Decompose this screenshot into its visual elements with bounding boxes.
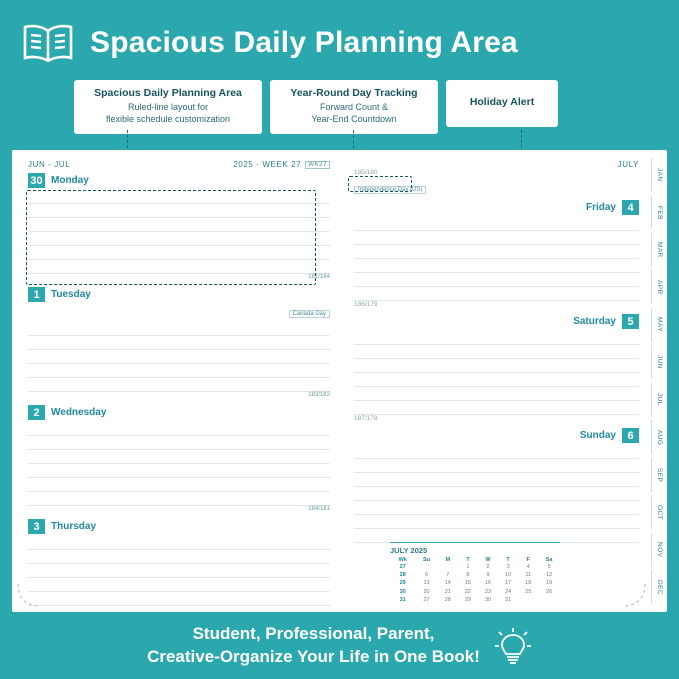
mini-cal-week: 30	[399, 588, 406, 595]
mini-calendar-title: JULY 2025	[390, 545, 428, 555]
mini-cal-week: 27	[399, 563, 406, 570]
callout-row	[74, 80, 604, 134]
mini-cal-header: Sa	[545, 556, 553, 563]
day-count-friday: 185/180	[354, 169, 378, 176]
mini-cal-day: 24	[505, 588, 512, 595]
mini-cal-day: 18	[525, 580, 532, 587]
day-name: Thursday	[51, 521, 97, 532]
day-name: Friday	[585, 202, 616, 213]
month-label: JUN - JUL	[28, 160, 71, 169]
mini-cal-day: 1	[466, 563, 470, 570]
mini-cal-day: 26	[546, 588, 553, 595]
mini-cal-day: 22	[464, 588, 471, 595]
month-label: JULY	[617, 160, 639, 169]
footer-line-2: Creative-Organize Your Life in One Book!	[147, 647, 480, 667]
day-number: 5	[622, 314, 639, 329]
week-label: 2025 - WEEK 27	[233, 160, 302, 169]
day-count-sunday: 187/178	[354, 415, 378, 422]
mini-calendar-row	[390, 588, 560, 596]
callout-subtitle: Ruled-line layout for flexible schedule customization	[105, 102, 231, 124]
mini-cal-day: 20	[423, 588, 430, 595]
planner-left-page	[12, 150, 342, 612]
page-corner-decoration	[621, 582, 647, 608]
mini-cal-day: 2	[486, 563, 490, 570]
ruled-lines-wednesday	[28, 422, 330, 506]
month-tab-jun[interactable]: JUN	[651, 345, 667, 379]
header	[20, 18, 659, 68]
mini-cal-day: 12	[546, 572, 553, 578]
day-name: Monday	[51, 175, 89, 186]
mini-calendar-row	[390, 571, 560, 579]
day-number: 1	[28, 287, 45, 302]
holiday-badge-independence-day: Independence Day (US)	[354, 186, 426, 194]
mini-cal-header: Wk	[398, 556, 407, 563]
callout-subtitle: Forward Count & Year-End Countdown	[311, 102, 397, 124]
day-name: Sunday	[579, 430, 616, 441]
month-tab-feb[interactable]: FEB	[651, 195, 667, 229]
month-tab-nov[interactable]: NOV	[651, 533, 667, 567]
mini-cal-day: 30	[484, 596, 492, 603]
day-number: 3	[28, 519, 45, 534]
holiday-badge-canada-day: Canada Day	[289, 310, 330, 318]
callout-holiday-alert	[446, 80, 558, 127]
page-corner-decoration	[16, 582, 42, 608]
day-row-monday	[28, 173, 330, 188]
week-tab-icon: WK27	[305, 161, 330, 169]
month-tab-oct[interactable]: OCT	[651, 495, 667, 529]
month-tab-jan[interactable]: JAN	[651, 158, 667, 192]
footer-line-1: Student, Professional, Parent,	[192, 624, 435, 644]
month-tab-apr[interactable]: APR	[651, 270, 667, 304]
callout-title: Holiday Alert	[469, 96, 535, 109]
month-tab-aug[interactable]: AUG	[651, 420, 667, 454]
mini-calendar-row	[390, 596, 560, 604]
day-row-sunday	[354, 428, 639, 443]
ruled-lines-tuesday	[28, 322, 330, 392]
mini-cal-day: 15	[464, 580, 471, 587]
callout-spacious-daily-planning	[74, 80, 262, 134]
mini-cal-week: 31	[399, 596, 406, 603]
planner-right-page	[342, 150, 667, 612]
mini-cal-day	[415, 563, 437, 571]
ruled-lines-sunday	[354, 445, 639, 543]
right-page-header	[354, 160, 639, 169]
mini-cal-day: 6	[425, 572, 429, 578]
mini-cal-day: 8	[466, 572, 470, 578]
mini-cal-day: 11	[525, 572, 532, 578]
day-count-thursday: 184/181	[308, 506, 330, 512]
footer-tagline	[147, 623, 480, 669]
day-row-wednesday	[28, 405, 330, 420]
month-tab-dec[interactable]: DEC	[651, 570, 667, 604]
day-number: 4	[622, 200, 639, 215]
mini-cal-day: 27	[423, 596, 430, 603]
ruled-lines-monday	[28, 190, 330, 274]
mini-cal-day: 9	[486, 572, 490, 578]
day-row-thursday	[28, 519, 330, 534]
mini-cal-day: 31	[505, 596, 512, 603]
month-tab-sep[interactable]: SEP	[651, 458, 667, 492]
mini-cal-week: 28	[399, 572, 406, 578]
mini-cal-week: 29	[399, 580, 406, 587]
month-index-tabs	[651, 158, 667, 604]
day-name: Wednesday	[51, 407, 107, 418]
day-number: 6	[622, 428, 639, 443]
mini-cal-day: 25	[525, 588, 532, 595]
mini-cal-day: 29	[464, 596, 471, 603]
callout-title: Year-Round Day Tracking	[290, 87, 418, 99]
mini-cal-day: 28	[444, 596, 451, 603]
mini-cal-day: 23	[484, 588, 492, 595]
footer	[0, 623, 679, 669]
mini-cal-day: 3	[506, 563, 510, 570]
mini-cal-day: 13	[423, 580, 430, 587]
mini-cal-day: 14	[444, 580, 451, 587]
mini-cal-day: 19	[546, 580, 553, 587]
mini-cal-header: Su	[423, 556, 431, 563]
mini-cal-day: 17	[505, 580, 512, 587]
ruled-lines-friday	[354, 217, 639, 301]
mini-cal-header: M	[445, 556, 451, 563]
ruled-lines-thursday	[28, 536, 330, 606]
day-name: Saturday	[573, 316, 616, 327]
month-tab-may[interactable]: MAY	[651, 308, 667, 342]
mini-calendar-row	[390, 563, 560, 571]
day-count-tuesday: 183/182	[308, 392, 330, 398]
ruled-lines-saturday	[354, 331, 639, 415]
mini-cal-day	[518, 596, 538, 604]
mini-cal-day: 21	[444, 588, 451, 595]
mini-cal-day: 5	[547, 563, 551, 570]
mini-calendar-table	[390, 557, 560, 604]
mini-cal-header: W	[485, 556, 491, 563]
left-page-header	[28, 160, 330, 169]
mini-calendar-row	[390, 579, 560, 587]
planner-spread	[12, 150, 667, 612]
mini-cal-day	[438, 563, 458, 571]
callout-title: Spacious Daily Planning Area	[94, 87, 242, 99]
day-row-tuesday	[28, 287, 330, 302]
day-count-monday: 181/184	[308, 274, 330, 280]
mini-calendar	[390, 542, 560, 604]
mini-cal-day	[538, 596, 560, 604]
open-book-icon	[20, 21, 76, 65]
mini-cal-header: T	[506, 556, 510, 563]
day-row-friday	[354, 200, 639, 215]
mini-cal-day: 4	[526, 563, 530, 570]
page-title: Spacious Daily Planning Area	[90, 26, 518, 59]
day-count-saturday: 186/179	[354, 301, 378, 308]
month-tab-jul[interactable]: JUL	[651, 383, 667, 417]
mini-cal-day: 10	[505, 572, 512, 578]
mini-cal-header: T	[466, 556, 470, 563]
mini-cal-day: 7	[446, 572, 450, 578]
month-tab-mar[interactable]: MAR	[651, 233, 667, 267]
callout-year-round-day-tracking	[270, 80, 438, 134]
day-number: 30	[28, 173, 45, 188]
mini-cal-day: 16	[484, 580, 492, 587]
day-number: 2	[28, 405, 45, 420]
day-row-saturday	[354, 314, 639, 329]
lightbulb-icon	[494, 626, 532, 666]
day-name: Tuesday	[51, 289, 91, 300]
mini-cal-header: F	[526, 556, 530, 563]
